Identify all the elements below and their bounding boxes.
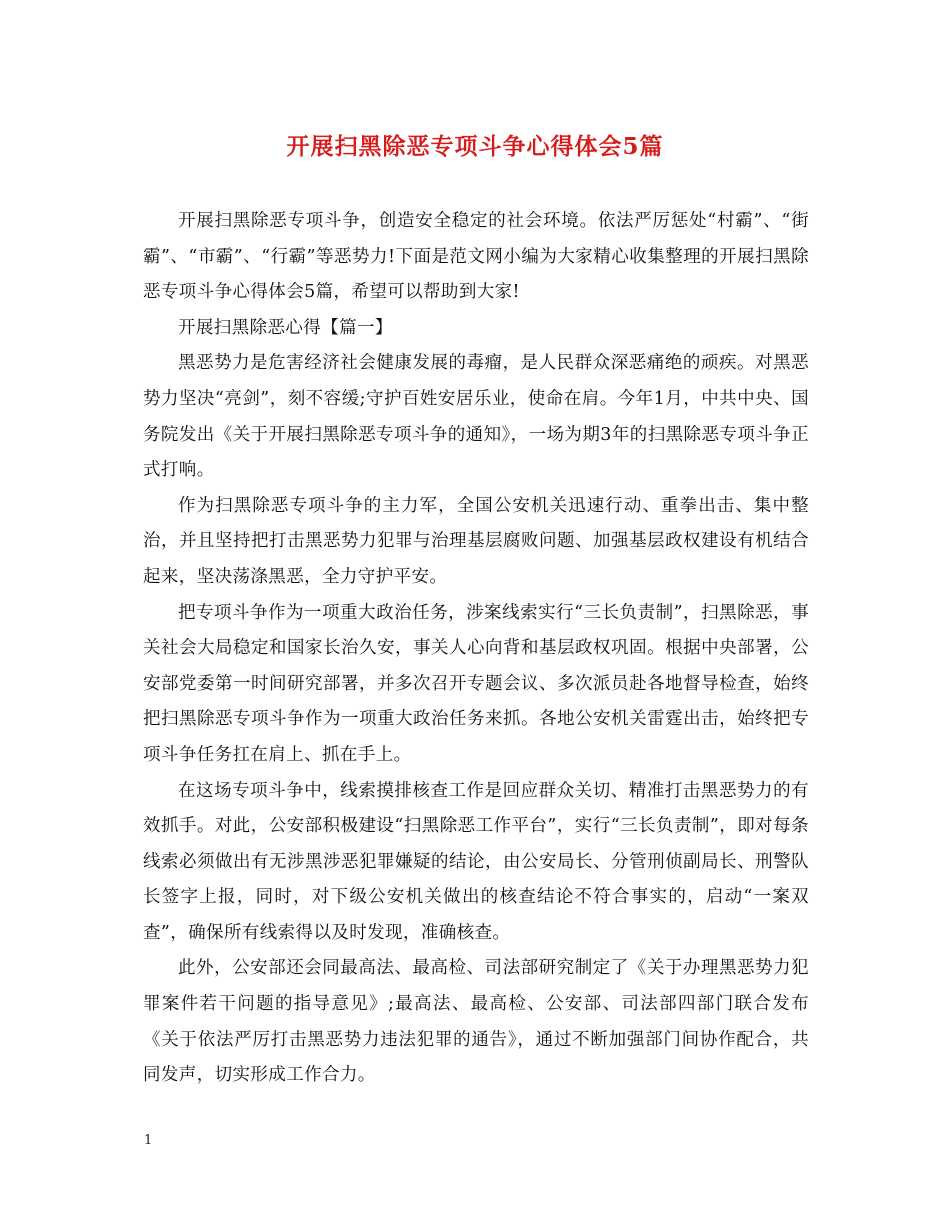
body-paragraph: 黑恶势力是危害经济社会健康发展的毒瘤，是人民群众深恶痛绝的顽疾。对黑恶势力坚决“亮剑”，刻不容缓;守护百姓安居乐业，使命在肩。今年1月，中共中央、国务院发出《关于开展扫黑除恶专项斗争的通知》，一场为期3年的扫黑除恶专项斗争正式打响。 [143,353,809,481]
body-paragraph: 在这场专项斗争中，线索摸排核查工作是回应群众关切、精准打击黑恶势力的有效抓手。对此，公安部积极建设“扫黑除恶工作平台”，实行“三长负责制”，即对每条线索必须做出有无涉黑涉恶犯罪嫌疑的结论，由公安局长、分管刑侦副局长、刑警队长签字上报，同时，对下级公安机关做出的核查结论不符合事实的，启动“一案双查”，确保所有线索得以及时发现，准确核查。 [143,780,809,943]
body-paragraph: 此外，公安部还会同最高法、最高检、司法部研究制定了《关于办理黑恶势力犯罪案件若干问题的指导意见》;最高法、最高检、公安部、司法部四部门联合发布《关于依法严厉打击黑恶势力违法犯罪的通告》，通过不断加强部门间协作配合，共同发声，切实形成工作合力。 [143,958,809,1086]
body-paragraph: 作为扫黑除恶专项斗争的主力军，全国公安机关迅速行动、重拳出击、集中整治，并且坚持把打击黑恶势力犯罪与治理基层腐败问题、加强基层政权建设有机结合起来，坚决荡涤黑恶，全力守护平安。 [143,495,809,587]
document-body [143,204,809,1094]
body-paragraph: 把专项斗争作为一项重大政治任务，涉案线索实行“三长负责制”，扫黑除恶，事关社会大局稳定和国家长治久安，事关人心向背和基层政权巩固。根据中央部署，公安部党委第一时间研究部署，并多次召开专题会议、多次派员赴各地督导检查，始终把扫黑除恶专项斗争作为一项重大政治任务来抓。各地公安机关雷霆出击，始终把专项斗争任务扛在肩上、抓在手上。 [143,602,809,765]
document-title: 开展扫黑除恶专项斗争心得体会5篇 [286,133,664,160]
section-heading: 开展扫黑除恶心得【篇一】 [178,317,393,338]
intro-paragraph: 开展扫黑除恶专项斗争，创造安全稳定的社会环境。依法严厉惩处“村霸”、“街霸”、“市霸”、“行霸”等恶势力!下面是范文网小编为大家精心收集整理的开展扫黑除恶专项斗争心得体会5篇，希望可以帮助到大家! [143,211,809,303]
page-number: 1 [144,1133,153,1148]
